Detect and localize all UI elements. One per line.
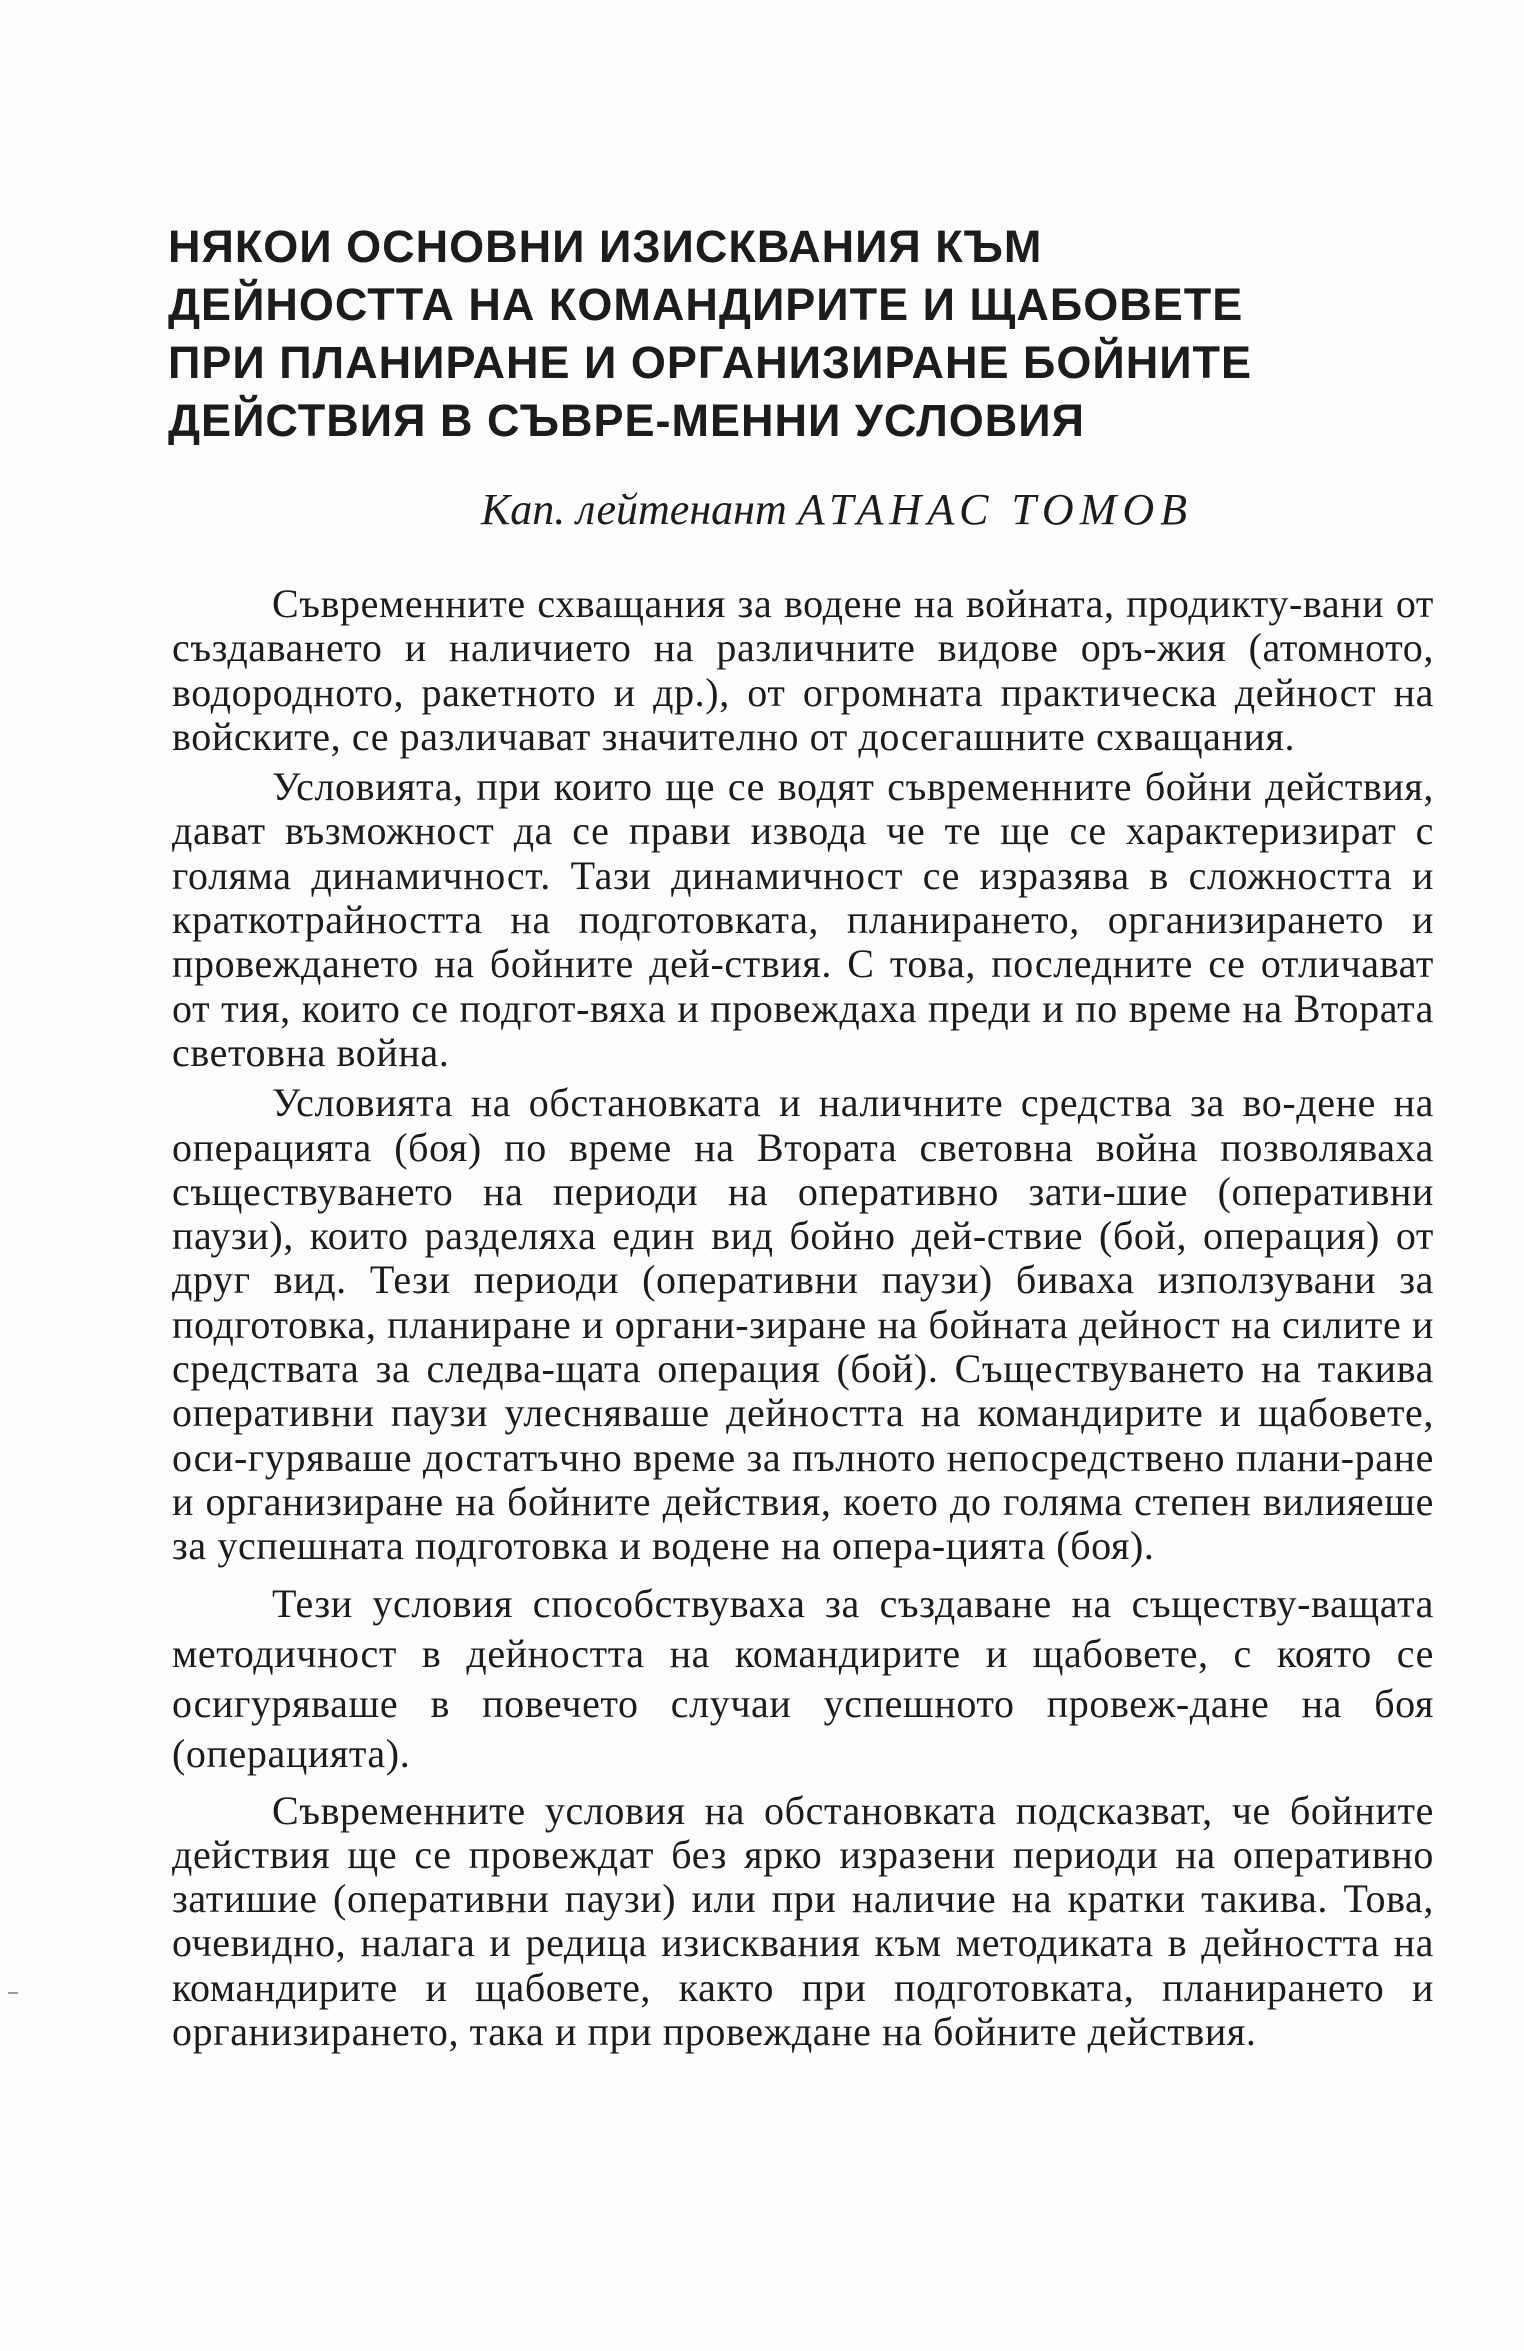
author-line	[0, 482, 1524, 538]
paragraph-1: Съвременните схващания за водене на войната, продикту-вани от създаването и наличието на различните видове оръ-жия (атомното, водородното, ракетното и др.), от огромната практическа дейност на войските, се различават значително от досегашните схващания.	[172, 581, 1434, 759]
paragraph-5: Съвременните условия на обстановката подсказват, че бойните действия ще се провеждат без ярко изразени периоди на оперативно затишие (оперативни паузи) или при наличие на кратки такива. Това, очевидно, налага и редица изисквания към методиката в дейността на командирите и щабовете, както при подготовката, планирането и организирането, така и при провеждане на бойните действия.	[172, 1787, 1434, 2055]
article-title: НЯКОИ ОСНОВНИ ИЗИСКВАНИЯ КЪМ ДЕЙНОСТТА НА КОМАНДИРИТЕ И ЩАБОВЕТЕ ПРИ ПЛАНИРАНЕ И ОРГАНИЗИРАНЕ БОЙНИТЕ ДЕЙСТВИЯ В СЪВРЕ-МЕННИ УСЛОВИЯ	[168, 221, 1253, 446]
paragraph-3: Условията на обстановката и наличните средства за во-дене на операцията (боя) по време на Втората световна война позволяваха съществуването на периоди на оперативно зати-шие (оперативни паузи), които разделяха един вид бойно дей-ствие (бой, операция) от друг вид. Тези периоди (оперативни паузи) биваха използувани за подготовка, планиране и органи-зиране на бойната дейност на силите и средствата за следва-щата операция (бой). Съществуването на такива оперативни паузи улесняваше дейността на командирите и щабовете, оси-гуряваше достатъчно време за пълното непосредствено плани-ране и организиране на бойните действия, което до голяма степен вилияеше за успешната подготовка и водене на опера-цията (боя).	[172, 1080, 1434, 1569]
author-name: АТАНАС ТОМОВ	[797, 485, 1193, 534]
margin-mark	[8, 1992, 18, 1994]
article-body	[172, 582, 1434, 2060]
author-rank: Кап. лейтенант	[481, 485, 787, 534]
paragraph-4: Тези условия способствуваха за създаване на съществу-ващата методичност в дейността на командирите и щабовете, с която се осигуряваше в повечето случаи успешното провеж-дане на боя (операцията).	[172, 1580, 1434, 1776]
paragraph-2: Условията, при които ще се водят съвременните бойни действия, дават възможност да се прави извода че те ще се характеризират с голяма динамичност. Тази динамичност се изразява в сложността и краткотрайността на подготовката, планирането, организирането и провеждането на бойните дей-ствия. С това, последните се отличават от тия, които се подгот-вяха и провеждаха преди и по време на Втората световна война.	[172, 764, 1434, 1075]
